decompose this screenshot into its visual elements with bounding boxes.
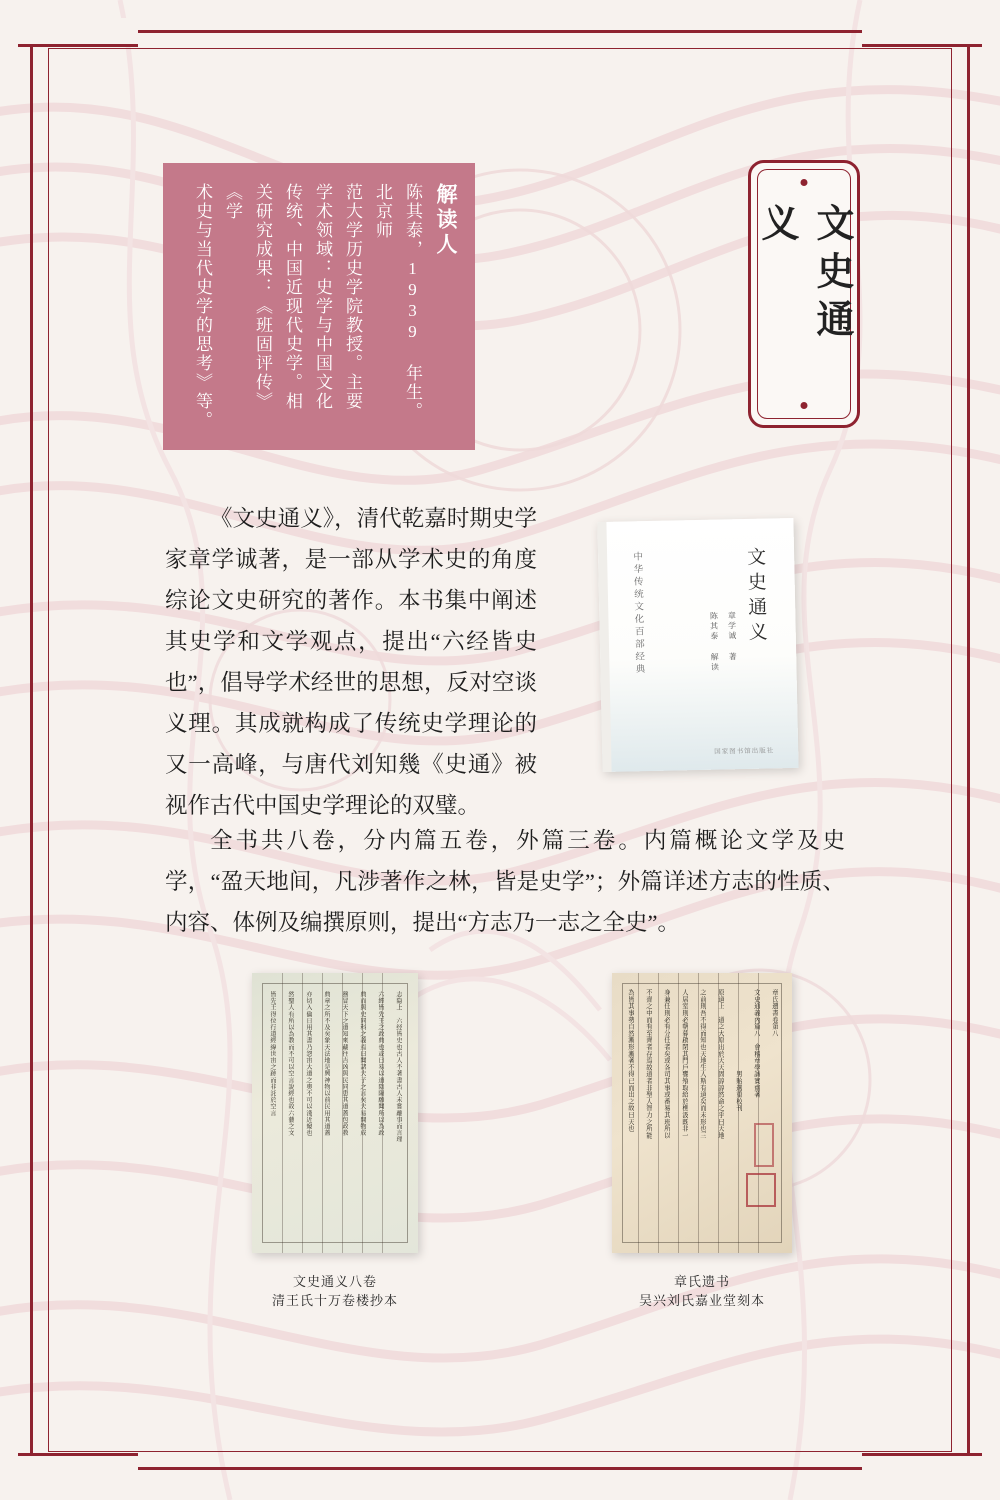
plate-left-column-5: 亦切入倫日用其書乃怨宙大道之奧不可以淺近窺也 — [305, 991, 312, 1137]
plate-left-column-4: 典章之所不及矣象天法地是興神物以前民用其道蓋 — [323, 991, 330, 1137]
book-publisher-label: 国家图书馆出版社 — [714, 747, 775, 756]
plate-right-column-4: 人居室則必朝暮啟閉其門戶饔飧取給於樵汲既非一 — [681, 989, 688, 1139]
red-seal-icon — [746, 1173, 776, 1207]
page-title: 文史通义 — [755, 203, 852, 347]
book-editor-label: 陈其泰 解读 — [709, 611, 720, 673]
corner-line-bottom-right — [862, 1453, 982, 1456]
interpreter-line-0: 陈其泰，1939 年生。北京师 — [373, 183, 422, 421]
plate-left-border — [262, 983, 408, 1243]
plate-right-column-0: 文史通義內篇八 會稽章學誠實齋著 — [753, 989, 760, 1098]
corner-cut-top-right — [862, 18, 982, 44]
plate-left-column-2: 典而與史同科之義焉曰聞諸夫子之言矣夫易開物成 — [359, 991, 366, 1137]
corner-cut-bottom-left — [18, 1456, 138, 1482]
caption-right-line2: 吴兴刘氏嘉业堂刻本 — [638, 1293, 765, 1308]
plate-right-column-7: 為皆其事勢自然漸形漸著不得已而出之故曰天也 — [627, 989, 634, 1132]
plate-right-column-5: 身兼任則必有分任者矣或各司其事或番易其班所以 — [663, 989, 670, 1139]
interpreter-line-3: 传统、中国近现代史学。相 — [283, 183, 302, 411]
red-seal-secondary-icon — [754, 1123, 774, 1167]
book-title-label: 文史通义 — [743, 546, 768, 647]
plate-right-column-3: 之前則吾不得而知也天地生人斯有道矣而未形也三 — [699, 989, 706, 1139]
corner-line-top-left — [18, 44, 138, 47]
caption-right-line1: 章氏遗书 — [673, 1274, 730, 1289]
plate-left-column-0: 志隐上 六经皆史也古人不著書古人未嘗離事而言理 — [395, 991, 402, 1143]
plate-left-column-7: 皆先王得位行道經緯世宙之跡而非託於空言 — [269, 991, 276, 1117]
plate-right-header: 章氏遺書卷第八 — [771, 989, 778, 1037]
corner-line-bottom-left — [18, 1453, 138, 1456]
corner-cut-bottom-right — [862, 1456, 982, 1482]
caption-left-line1: 文史通义八卷 — [292, 1274, 377, 1289]
plate-right-column-1: 男貽選重校刊 — [735, 989, 742, 1112]
dot-ornament-icon-top — [801, 179, 808, 186]
interpreter-box — [163, 163, 475, 450]
book-author-label: 章学诚 著 — [727, 611, 738, 663]
plate-left-column-3: 務冒天下之道知來藏往吉凶與民同患其道蓋包政教 — [341, 991, 348, 1137]
corner-cut-top-left — [18, 18, 138, 44]
title-plate — [748, 160, 860, 428]
book-cover-image — [597, 518, 798, 772]
interpreter-line-1: 范大学历史学院教授。主要 — [343, 183, 362, 411]
manuscript-plate-right — [612, 973, 792, 1253]
interpreter-heading: 解读人 — [434, 183, 458, 258]
structure-paragraph: 全书共八卷，分内篇五卷，外篇三卷。内篇概论文学及史学，“盈天地间，凡涉著作之林，皆是史学”；外篇详述方志的性质、内容、体例及编撰原则，提出“方志乃一志之全史”。 — [165, 828, 845, 935]
plate-left-column-6: 然聖人有所以為教而不可以空言說經也故六藝之文 — [287, 991, 294, 1137]
interpreter-line-5: 术史与当代史学的思考》等。 — [193, 183, 212, 430]
plate-right-column-6: 不齊之中而有至齊者存焉故道者非聖人智力之所能 — [645, 989, 652, 1139]
plate-left-column-1: 六經皆先王之政典也或曰易以道陰陽願聞所以為政 — [377, 991, 384, 1137]
book-series-label: 中华传统文化百部经典 — [631, 551, 644, 677]
corner-line-top-right — [862, 44, 982, 47]
caption-left-line2: 清王氏十万卷楼抄本 — [271, 1293, 398, 1308]
dot-ornament-icon-bottom — [801, 402, 808, 409]
caption-right — [582, 1272, 822, 1310]
interpreter-line-4: 关研究成果：《班固评传》《学 — [223, 183, 272, 411]
caption-left — [212, 1272, 458, 1310]
intro-paragraph: 《文史通义》，清代乾嘉时期史学家章学诚著，是一部从学术史的角度综论文史研究的著作。本书集中阐述其史学和文学观点，提出“六经皆史也”，倡导学术经世的思想，反对空谈义理。其成就构成了传统史学理论的又一高峰，与唐代刘知幾《史通》被视作古代中国史学理论的双璧。 — [165, 506, 537, 818]
manuscript-plate-left — [252, 973, 418, 1253]
interpreter-line-2: 学术领域：史学与中国文化 — [313, 183, 332, 411]
plate-right-column-2: 原道上 道之大原出於天天固諄諄然命之乎曰天地 — [717, 989, 724, 1139]
